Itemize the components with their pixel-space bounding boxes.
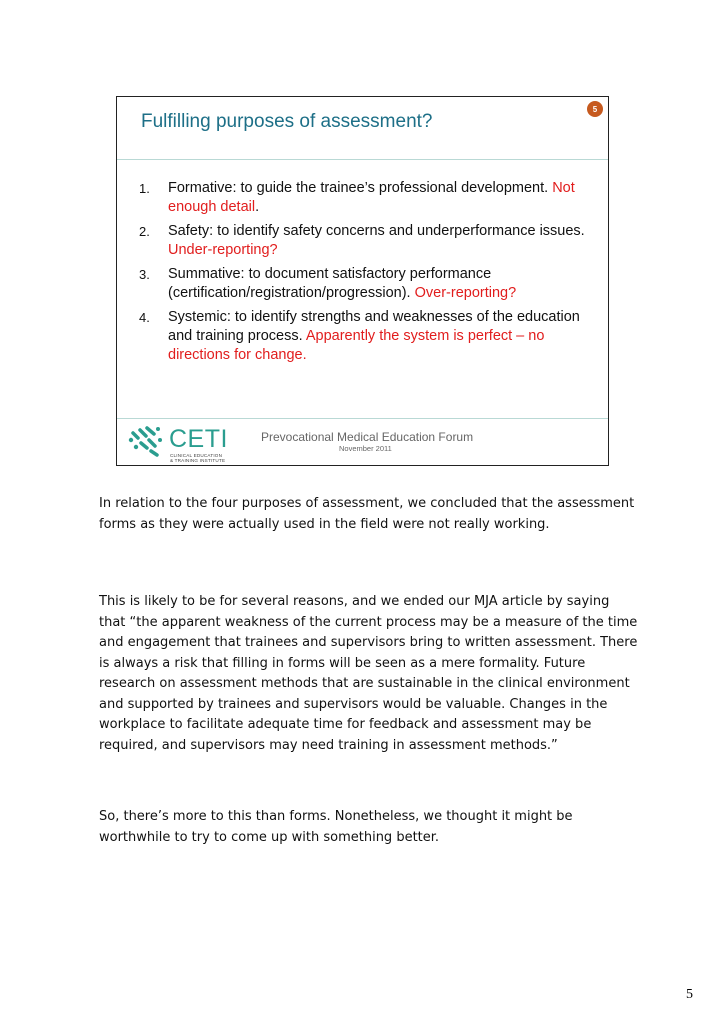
- slide-image: [116, 96, 609, 466]
- list-item: [135, 179, 595, 217]
- slide-number-badge: 5: [587, 101, 603, 117]
- title-divider: [117, 159, 608, 160]
- body-paragraph: This is likely to be for several reasons, and we ended our MJA article by saying that “the apparent weakness of the current process may be a measure of the time and engagement that trainees and supervisors bring to written assessment. There is always a risk that filling in forms will be seen as a mere formality. Future research on assessment methods that are sustainable in the clinical environment and supported by trainees and supervisors would be valuable. Changes in the workplace to facilitate adequate time for feedback and assessment may be required, and supervisors may need training in assessment methods.”: [99, 594, 638, 753]
- item-highlight: Over-reporting?: [414, 285, 517, 301]
- body-paragraph: So, there’s more to this than forms. Nonetheless, we thought it might be worthwhile to try to come up with something better.: [99, 809, 573, 845]
- item-text: Safety: to identify safety concerns and underperformance issues. Under-reporting?: [168, 223, 585, 258]
- logo-subtitle: CLINICAL EDUCATION: [170, 453, 223, 458]
- item-text: Formative: to guide the trainee’s professional development. Not enough detail.: [168, 180, 575, 215]
- logo-wordmark: CETI: [169, 425, 228, 453]
- ceti-logo: [127, 425, 237, 465]
- ceti-molecule-icon: [127, 425, 167, 457]
- item-highlight: Under-reporting?: [168, 242, 278, 258]
- page-number: 5: [686, 987, 693, 1002]
- event-date: November 2011: [339, 444, 392, 453]
- body-paragraph: In relation to the four purposes of assessment, we concluded that the assessment forms as they were actually used in the field were not really working.: [99, 496, 635, 532]
- list-item: [135, 265, 595, 303]
- item-number: 3.: [139, 267, 150, 282]
- item-highlight: Not enough detail: [168, 180, 575, 215]
- item-highlight: Apparently the system is perfect – no directions for change.: [168, 328, 545, 363]
- list-item: [135, 222, 595, 260]
- purposes-list: [135, 179, 595, 370]
- footer-divider: [117, 418, 608, 419]
- event-name: Prevocational Medical Education Forum: [261, 430, 474, 444]
- item-number: 1.: [139, 181, 150, 196]
- item-number: 4.: [139, 310, 150, 325]
- logo-subtitle: & TRAINING INSTITUTE: [170, 458, 226, 463]
- item-text: Systemic: to identify strengths and weaknesses of the education and training process. Apparently the system is perfect – no directions for change.: [168, 309, 580, 363]
- item-number: 2.: [139, 224, 150, 239]
- item-text: Summative: to document satisfactory performance (certification/registration/progression). Over-reporting?: [168, 266, 517, 301]
- list-item: [135, 308, 595, 365]
- slide-title: Fulfilling purposes of assessment?: [141, 111, 433, 132]
